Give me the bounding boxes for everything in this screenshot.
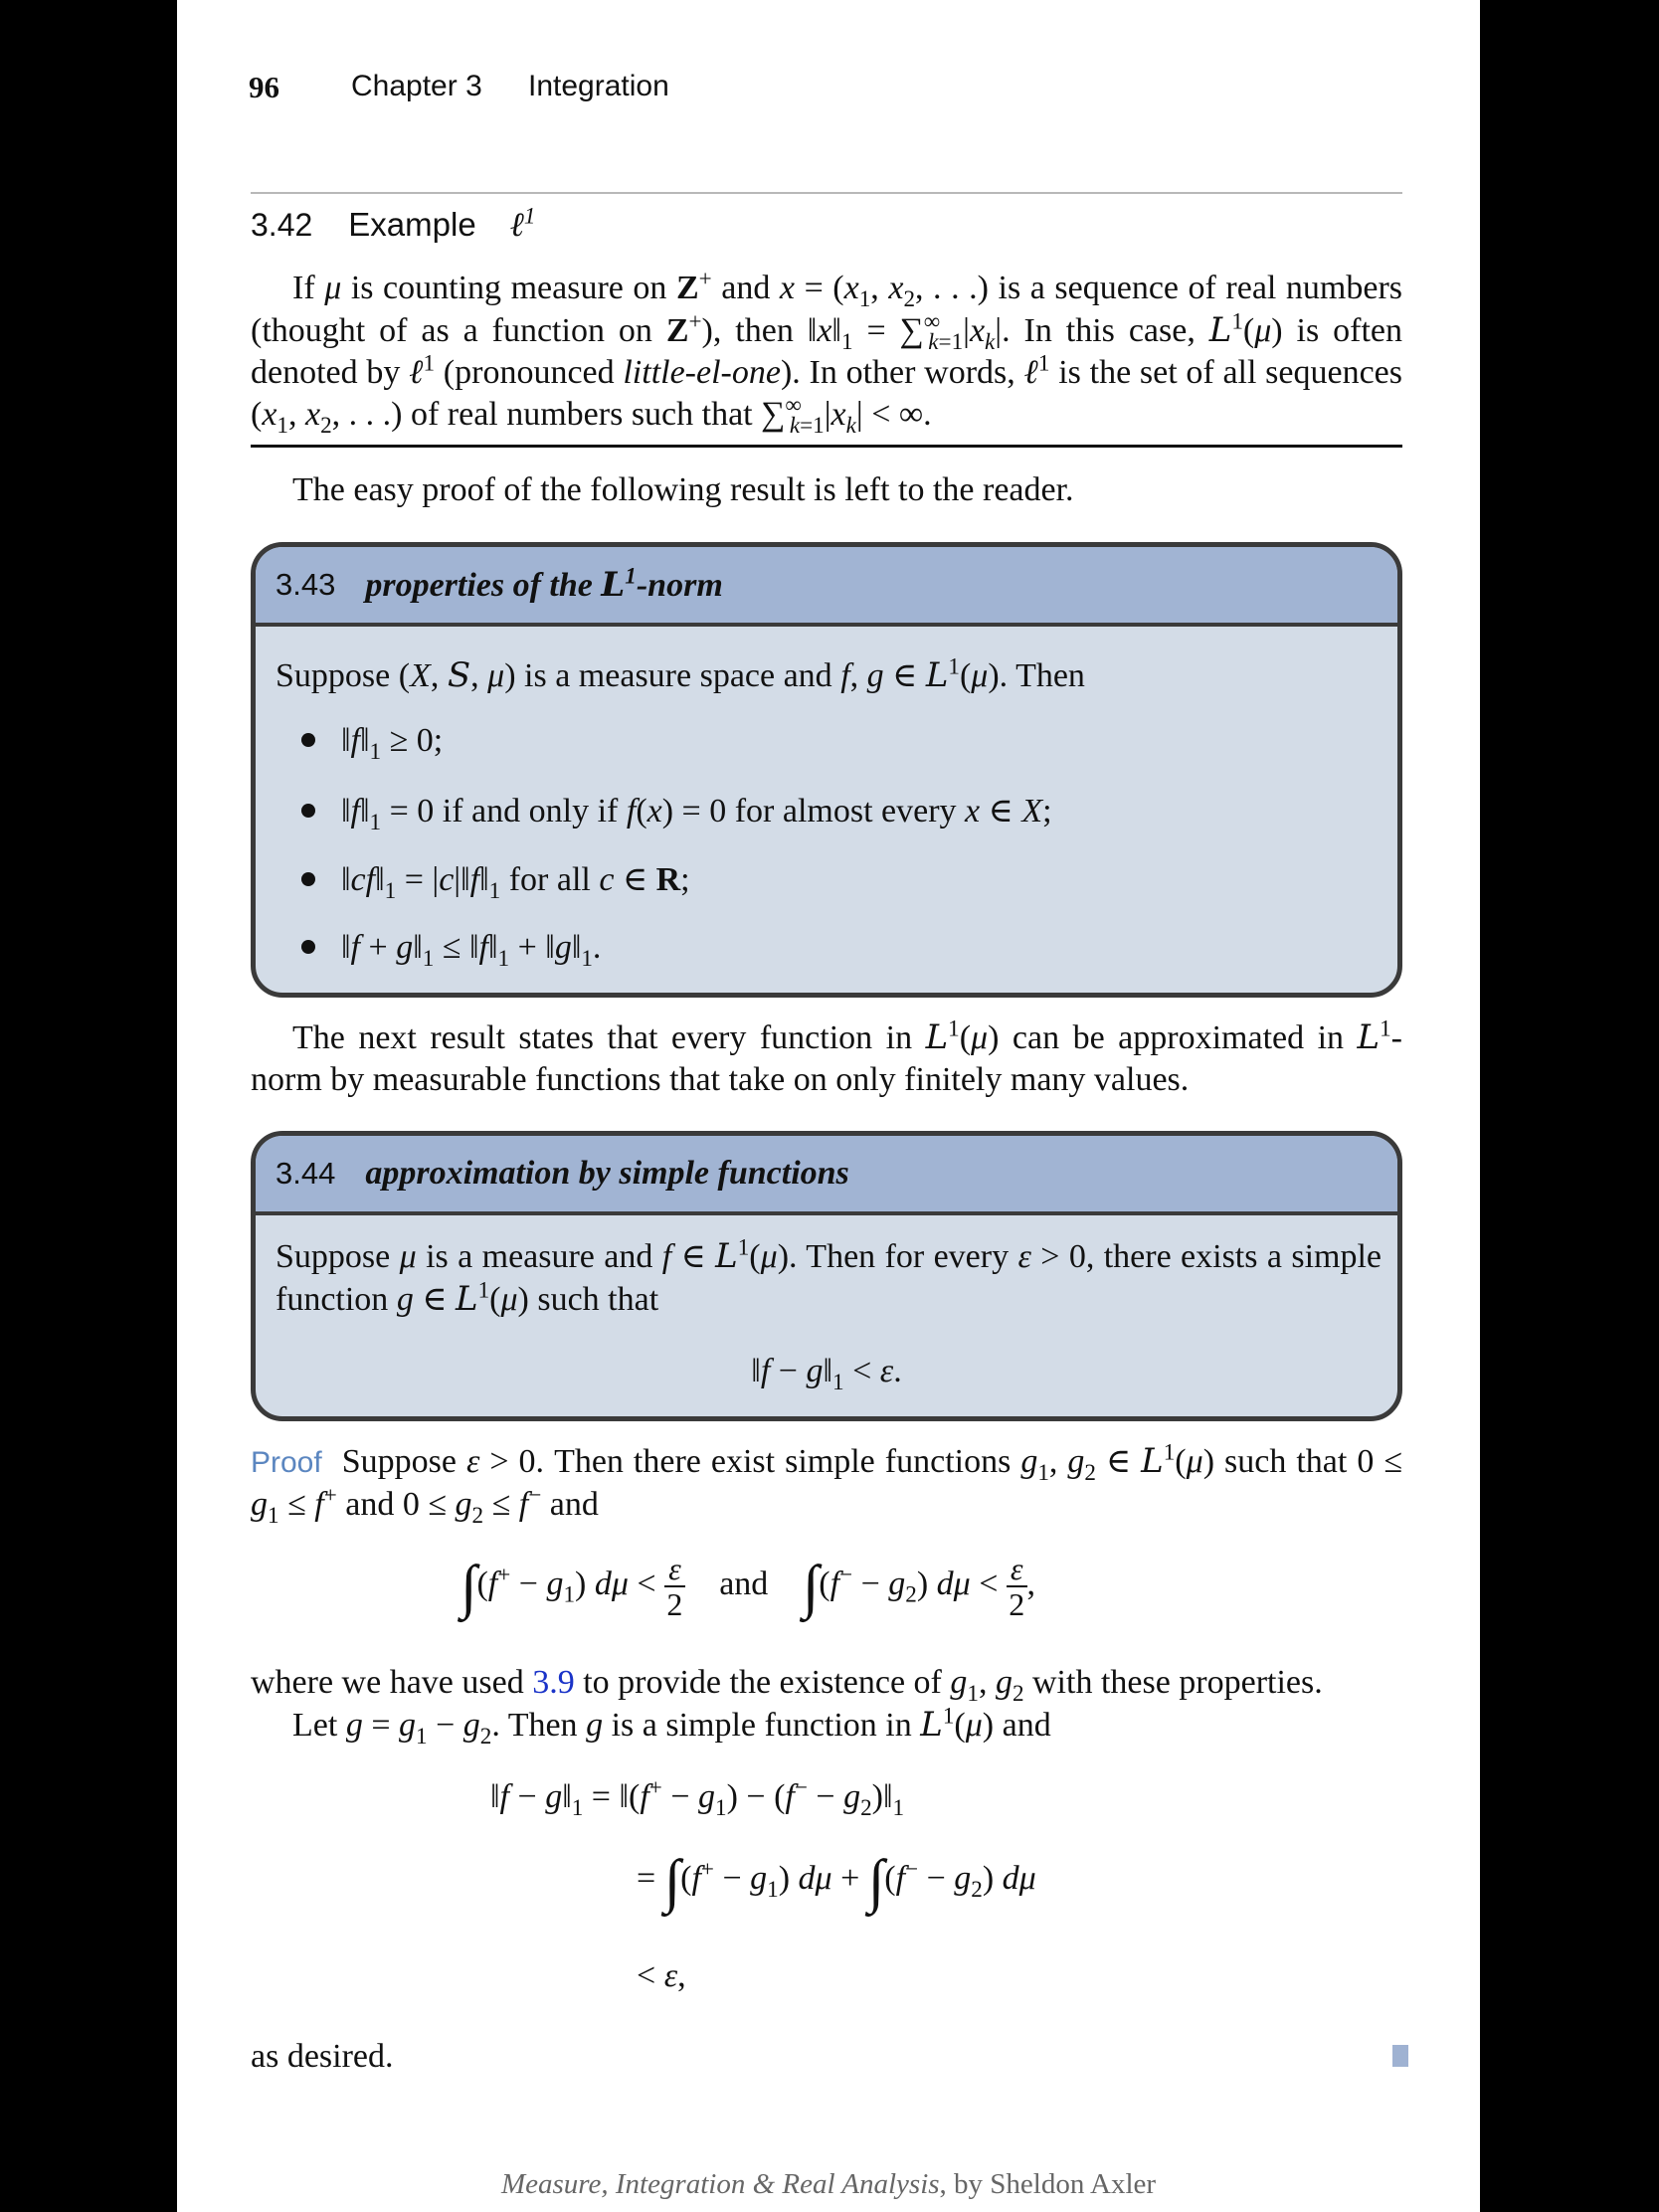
theorem-header xyxy=(256,1136,1397,1215)
example-title: ℓ$^1$ xyxy=(509,203,536,244)
proof-display-integrals: $\int(f^+ - g_1)$ dμ < $\frac{\varepsilon}{2}$ and $\int(f^- - g_2)$ dμ < $\frac{\varepsilon}{2}$ , xyxy=(461,1551,1036,1622)
theorem-statement: Suppose (X, S, μ) is a measure space and f, g ∈ $L^1(\mu)$. Then xyxy=(276,653,1085,695)
qed-icon xyxy=(1392,2045,1408,2067)
book-author: , by Sheldon Axler xyxy=(939,2168,1157,2200)
theorem-number: 3.44 xyxy=(276,1156,336,1191)
proof-reference-line: where we have used 3.9 to provide the existence of $g_1$, $g_2$ with these properties. xyxy=(251,1664,1323,1707)
proof-display-line3: < ε, xyxy=(637,1957,686,1994)
theorem-box-approximation xyxy=(251,1131,1402,1421)
page-number: 96 xyxy=(249,70,279,104)
bullet-nonnegative: $‖f‖_1 \ge 0$; xyxy=(301,722,443,760)
proof-closing: as desired. xyxy=(251,2038,394,2075)
book-title: Measure, Integration & Real Analysis xyxy=(500,2168,940,2200)
chapter-label: Chapter 3 xyxy=(351,70,482,102)
theorem-title: approximation by simple functions xyxy=(365,1155,849,1192)
example-bottom-rule xyxy=(251,445,1402,448)
theorem-number: 3.43 xyxy=(276,567,336,602)
theorem-header xyxy=(256,547,1397,627)
proof-paragraph: Proof Suppose ε > 0. Then there exist simple functions $g_1$, $g_2$ ∈ $L^1(\mu)$ such that $0 \le g_1 \le f^+$ and $0 \le g_2 \le f^-$ and xyxy=(251,1439,1403,1529)
theorem-box-properties xyxy=(251,542,1402,998)
intro-sentence: The easy proof of the following result is left to the reader. xyxy=(292,471,1074,508)
page-footer xyxy=(177,2168,1480,2201)
bullet-homogeneity: $‖cf‖_1$ = $|c|‖f‖_1$ for all c ∈ R; xyxy=(301,859,690,899)
bullet-zero: $‖f‖_1 = 0$ if and only if f(x) = 0 for almost every x ∈ X; xyxy=(301,791,1052,830)
theorem-title: properties of the $L^1$-norm xyxy=(365,563,723,605)
proof-let-line: Let $g = g_1 - g_2$. Then g is a simple function in $L^1(\mu)$ and xyxy=(292,1703,1051,1750)
example-label: Example xyxy=(348,206,476,243)
bullet-triangle: ‖f + $g‖_1$ ≤ $‖f‖_1$ + $‖g‖_1$. xyxy=(301,929,601,967)
example-body: If μ is counting measure on Z+ and $x = (x_1$, $x_2$, . . .) is a sequence of real numbers (thought of as a function on Z+), then $‖x‖_1 = \sum^\infty_{k=1}|x_k|$. In this case, $L^1(\mu)$ is often denoted by ℓ$^1$ (pronounced little-el-one). In other words, ℓ$^1$ is the set of all sequences ($x_1$, $x_2$, . . .) of real numbers such that $\sum^\infty_{k=1}|x_k|$ < ∞. xyxy=(251,266,1403,439)
example-number: 3.42 xyxy=(251,207,313,243)
theorem-statement: Suppose μ is a measure and f ∈ $L^1(\mu)$. Then for every ε > 0, there exists a simple function g ∈ $L^1(\mu)$ such that xyxy=(276,1234,1382,1319)
proof-label: Proof xyxy=(251,1446,322,1479)
transition-paragraph: The next result states that every function in $L^1(\mu)$ can be approximated in $L^1$-norm by measurable functions that take on only finitely many values. xyxy=(251,1015,1402,1098)
proof-display-line2: = $\int(f^+ - g_1)$ $d\mu + \int(f^- - g_2)$ dμ xyxy=(637,1848,1036,1915)
example-heading xyxy=(251,203,536,245)
document-page xyxy=(177,0,1480,2212)
proof-display-line1: ‖f − $g‖_1$ = ‖(f+ − $g_1) - (f^-$ − $g_2)‖_1$ xyxy=(490,1774,905,1821)
theorem-display-inequality: ‖f − $g‖_1 < \varepsilon$. xyxy=(751,1353,902,1395)
reference-link[interactable]: 3.9 xyxy=(532,1664,575,1701)
example-top-rule xyxy=(251,192,1402,194)
chapter-title: Integration xyxy=(528,70,669,102)
